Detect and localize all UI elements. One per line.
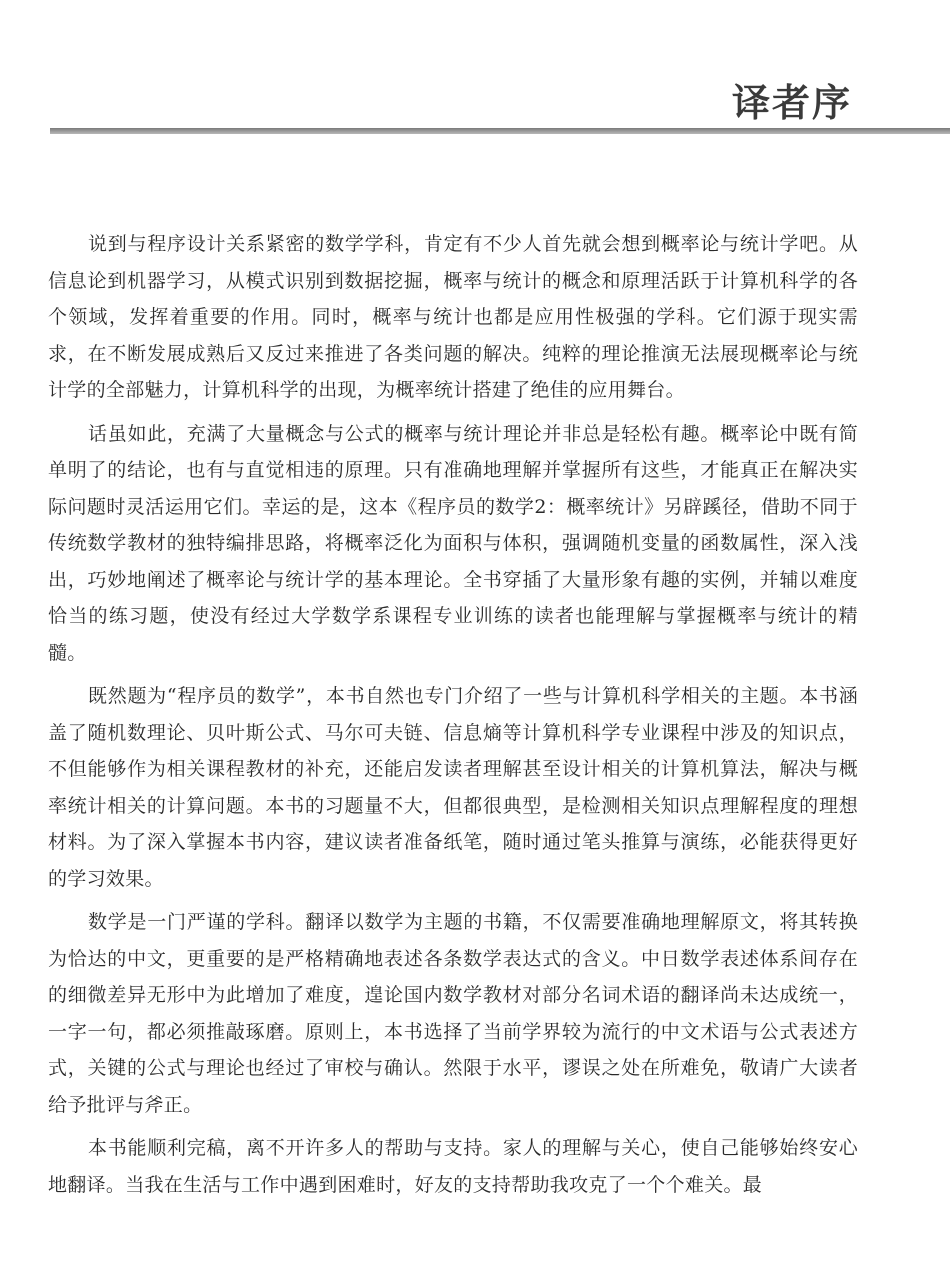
paragraph-2: 话虽如此，充满了大量概念与公式的概率与统计理论并非总是轻松有趣。概率论中既有简单明了的结论，也有与直觉相违的原理。只有准确地理解并掌握所有这些，才能真正在解决实际问题时灵活运用它们。幸运的是，这本《程序员的数学2：概率统计》另辟蹊径，借助不同于传统数学教材的独特编排思路，将概率泛化为面积与体积，强调随机变量的函数属性，深入浅出，巧妙地阐述了概率论与统计学的基本理论。全书穿插了大量形象有趣的实例，并辅以难度恰当的练习题，使没有经过大学数学系课程专业训练的读者也能理解与掌握概率与统计的精髓。 — [48, 422, 858, 664]
paragraph-1: 说到与程序设计关系紧密的数学学科，肯定有不少人首先就会想到概率论与统计学吧。从信息论到机器学习，从模式识别到数据挖掘，概率与统计的概念和原理活跃于计算机科学的各个领域，发挥着重要的作用。同时，概率与统计也都是应用性极强的学科。它们源于现实需求，在不断发展成熟后又反过来推进了各类问题的解决。纯粹的理论推演无法展现概率论与统计学的全部魅力，计算机科学的出现，为概率统计搭建了绝佳的应用舞台。 — [48, 233, 858, 401]
page-header — [0, 0, 950, 140]
paragraph-3: 既然题为“程序员的数学”，本书自然也专门介绍了一些与计算机科学相关的主题。本书涵盖了随机数理论、贝叶斯公式、马尔可夫链、信息熵等计算机科学专业课程中涉及的知识点，不但能够作为相关课程教材的补充，还能启发读者理解甚至设计相关的计算机算法，解决与概率统计相关的计算问题。本书的习题量不大，但都很典型，是检测相关知识点理解程度的理想材料。为了深入掌握本书内容，建议读者准备纸笔，随时通过笔头推算与演练，必能获得更好的学习效果。 — [48, 685, 858, 890]
body-text — [48, 226, 858, 1210]
paragraph-5: 本书能顺利完稿，离不开许多人的帮助与支持。家人的理解与关心，使自己能够始终安心地翻译。当我在生活与工作中遇到困难时，好友的支持帮助我攻克了一个个难关。最 — [48, 1137, 858, 1196]
paragraph-4: 数学是一门严谨的学科。翻译以数学为主题的书籍，不仅需要准确地理解原文，将其转换为恰达的中文，更重要的是严格精确地表述各条数学表达式的含义。中日数学表述体系间存在的细微差异无形中为此增加了难度，遑论国内数学教材对部分名词术语的翻译尚未达成统一，一字一句，都必须推敲琢磨。原则上，本书选择了当前学界较为流行的中文术语与公式表述方式，关键的公式与理论也经过了审校与确认。然限于水平，谬误之处在所难免，敬请广大读者给予批评与斧正。 — [48, 911, 858, 1116]
page-title: 译者序 — [731, 81, 852, 125]
header-rule — [50, 128, 950, 134]
